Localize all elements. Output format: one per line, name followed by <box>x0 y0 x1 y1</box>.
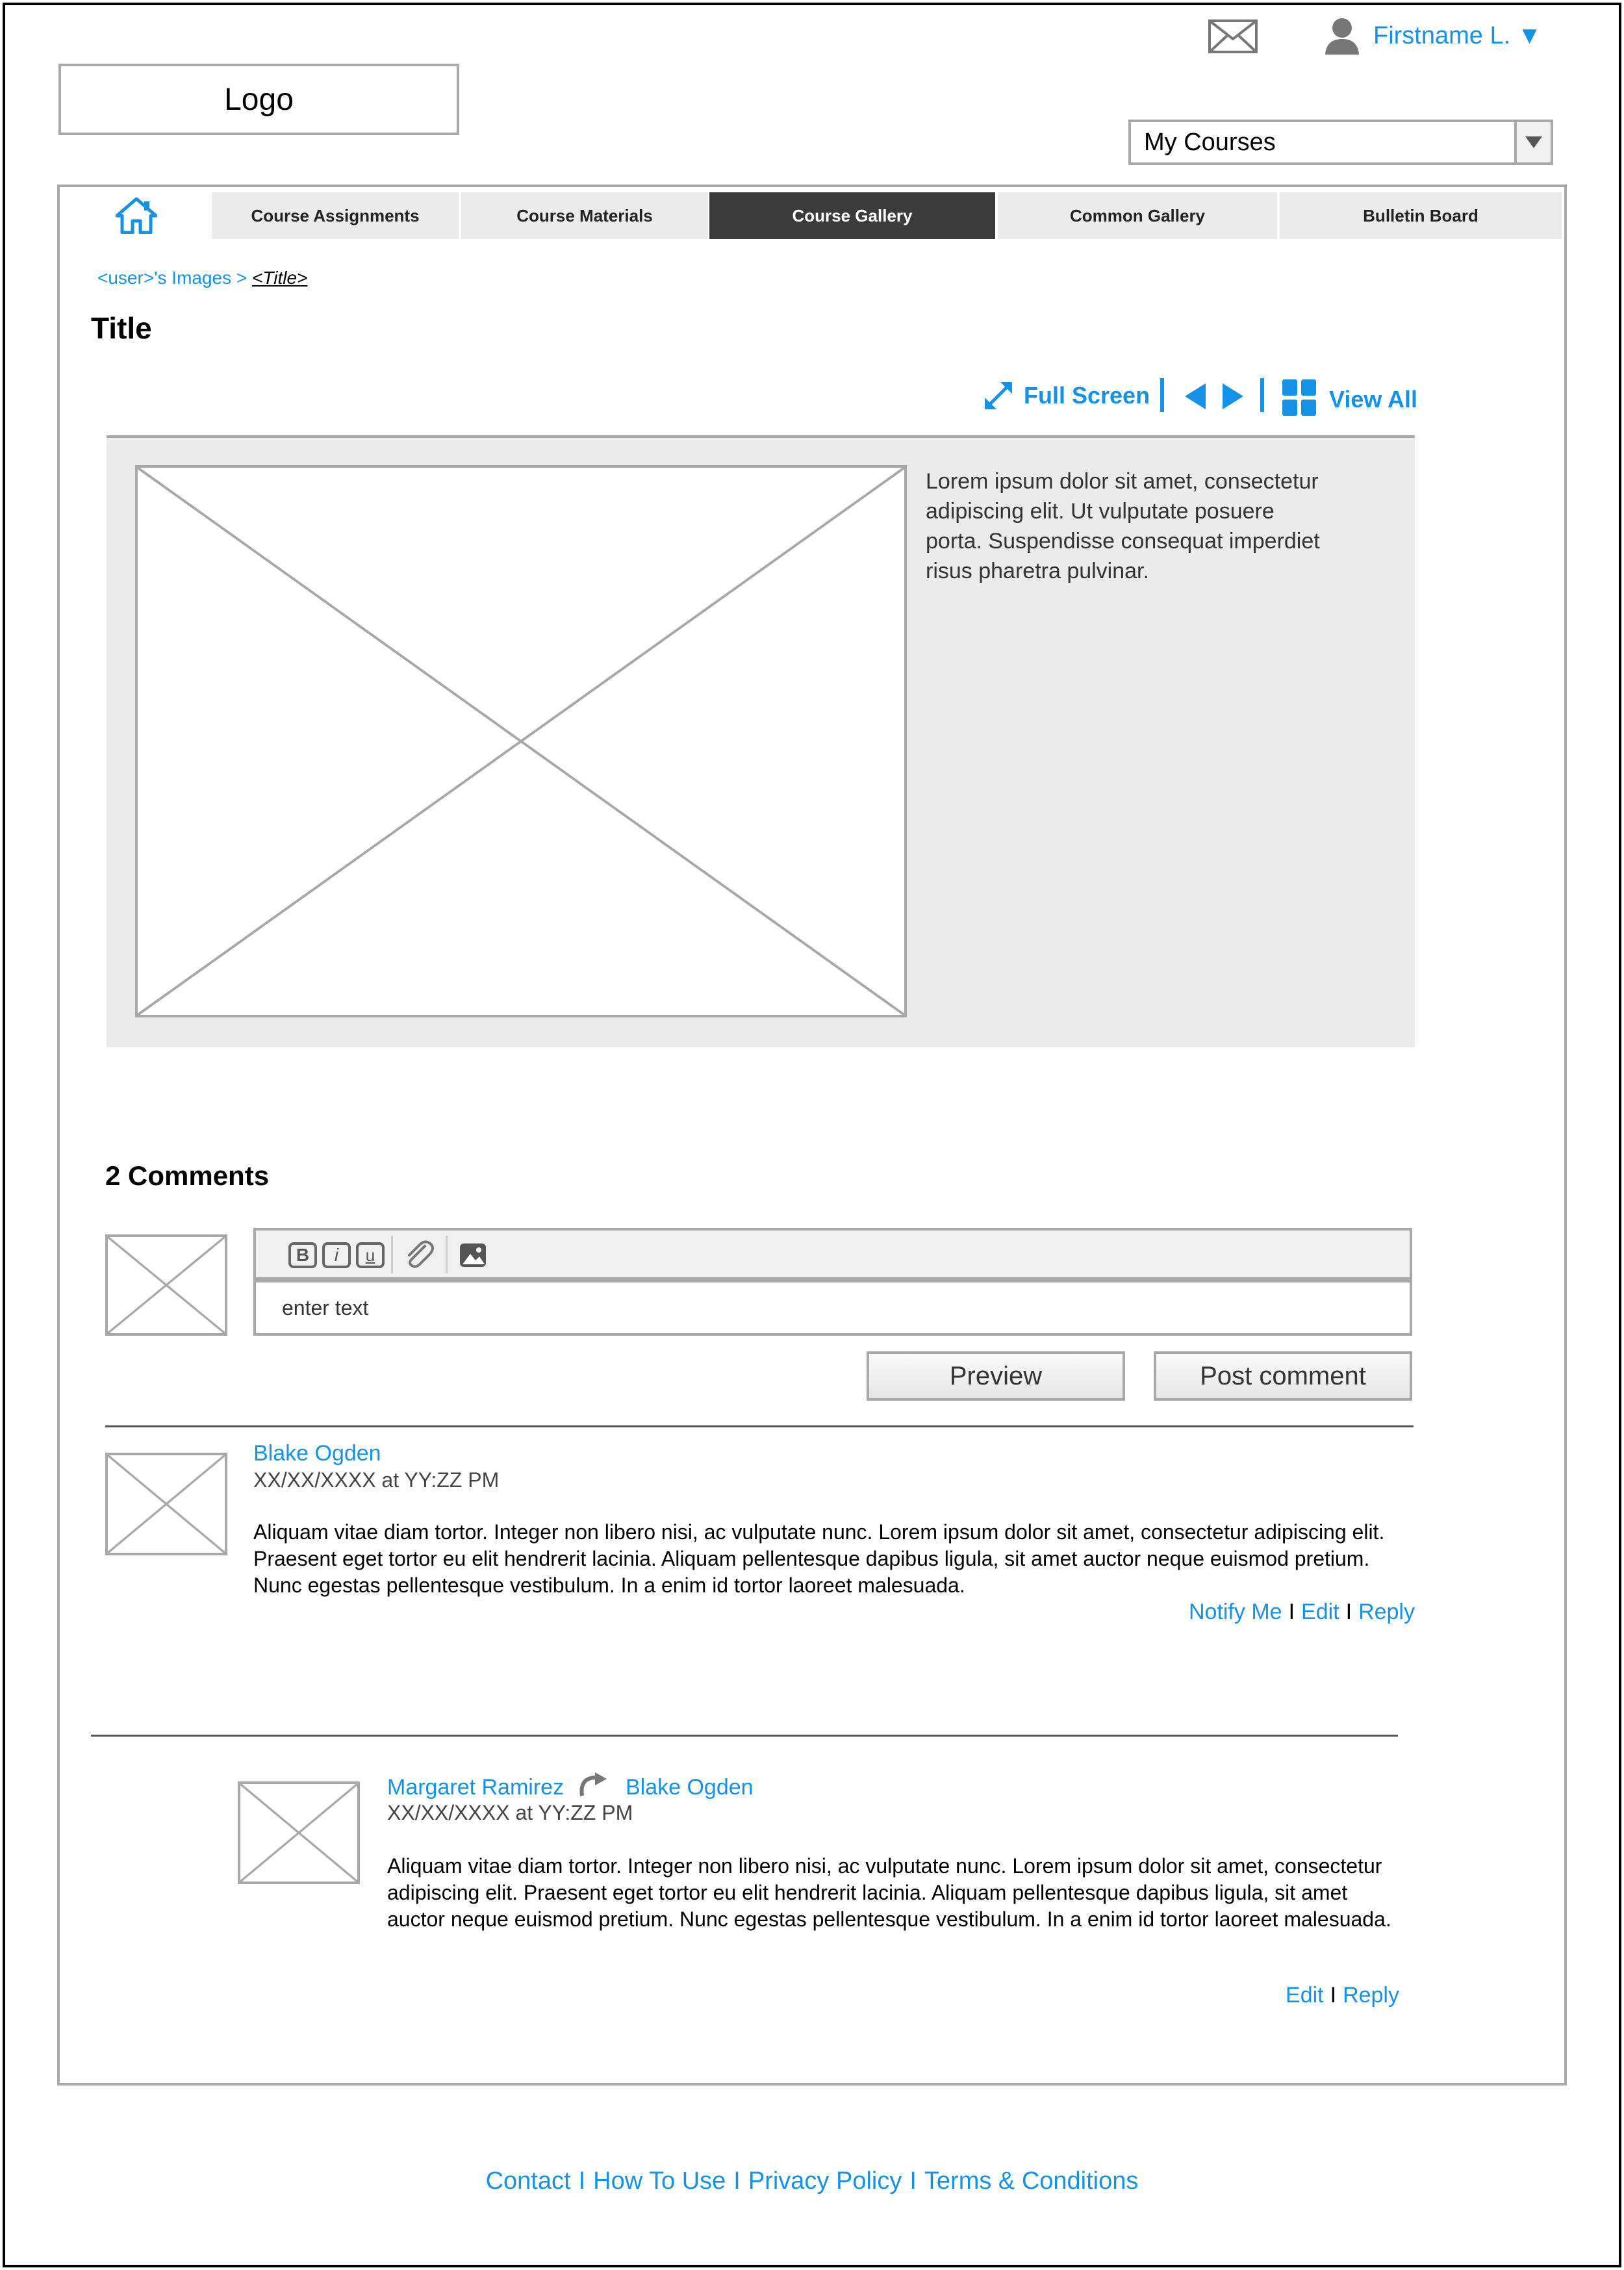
tab-bulletin-board[interactable]: Bulletin Board <box>1280 192 1562 239</box>
home-icon <box>116 198 157 234</box>
tab-course-materials[interactable]: Course Materials <box>461 192 708 239</box>
reply-link[interactable]: Reply <box>1343 1983 1399 2008</box>
footer-separator: I <box>909 2167 917 2195</box>
tab-course-gallery[interactable]: Course Gallery <box>709 192 995 239</box>
tab-course-assignments[interactable]: Course Assignments <box>212 192 459 239</box>
action-separator: I <box>1288 1600 1295 1624</box>
reply-to-author[interactable]: Blake Ogden <box>625 1775 754 1800</box>
image-icon[interactable] <box>459 1242 487 1268</box>
comment-author-line <box>387 1772 754 1804</box>
comment-author[interactable]: Blake Ogden <box>253 1441 381 1466</box>
logo-text: Logo <box>224 82 294 117</box>
toolbar-divider <box>1260 378 1264 412</box>
previous-icon[interactable] <box>1184 382 1207 411</box>
toolbar-divider <box>391 1236 393 1273</box>
underline-icon[interactable]: u <box>356 1242 385 1268</box>
avatar <box>105 1453 227 1555</box>
action-separator: I <box>1330 1983 1337 2008</box>
notify-me-link[interactable]: Notify Me <box>1188 1600 1282 1624</box>
comment-input[interactable]: enter text <box>253 1280 1412 1336</box>
footer-separator: I <box>733 2167 741 2195</box>
comment-date: XX/XX/XXXX at YY:ZZ PM <box>253 1468 500 1492</box>
full-screen-link[interactable]: Full Screen <box>1024 382 1150 409</box>
post-comment-button[interactable]: Post comment <box>1154 1351 1412 1401</box>
home-tab[interactable] <box>104 192 169 239</box>
footer-links <box>0 2167 1624 2195</box>
comment-author[interactable]: Margaret Ramirez <box>387 1775 565 1800</box>
tab-common-gallery[interactable]: Common Gallery <box>998 192 1277 239</box>
comment-text: Aliquam vitae diam tortor. Integer non libero nisi, ac vulputate nunc. Lorem ipsum dolor sit amet, consectetur adipiscing elit. Praesent eget tortor eu elit hendrerit lacinia. Aliquam pellentesque dapibus ligula, sit amet auctor neque euismod pretium. Nunc egestas pellentesque vestibulum. In a enim id tortor laoreet malesuada. <box>387 1854 1391 1931</box>
italic-icon[interactable]: i <box>322 1242 351 1268</box>
grid-icon[interactable] <box>1282 379 1316 416</box>
footer-link-privacy-policy[interactable]: Privacy Policy <box>748 2167 902 2195</box>
breadcrumb-current[interactable]: <Title> <box>252 268 308 288</box>
chevron-down-icon[interactable] <box>1514 122 1551 162</box>
expand-icon[interactable] <box>982 379 1015 412</box>
footer-separator: I <box>578 2167 586 2195</box>
action-separator: I <box>1345 1600 1352 1624</box>
logo[interactable] <box>58 64 459 135</box>
avatar <box>238 1781 360 1884</box>
course-select-value: My Courses <box>1144 128 1276 156</box>
comment-actions <box>1189 1600 1415 1625</box>
breadcrumb <box>97 268 307 288</box>
edit-link[interactable]: Edit <box>1301 1600 1339 1624</box>
attach-icon[interactable] <box>403 1240 435 1271</box>
comment-actions <box>1286 1983 1399 2008</box>
avatar <box>105 1234 227 1336</box>
image-placeholder[interactable] <box>135 465 907 1017</box>
mail-icon[interactable] <box>1208 19 1258 53</box>
breadcrumb-parent[interactable]: <user>'s Images <box>97 268 232 288</box>
user-avatar-icon[interactable] <box>1324 17 1360 55</box>
breadcrumb-separator: > <box>236 268 247 288</box>
comment-date: XX/XX/XXXX at YY:ZZ PM <box>387 1801 633 1824</box>
reply-arrow-icon <box>577 1772 611 1804</box>
footer-link-how-to-use[interactable]: How To Use <box>593 2167 726 2195</box>
image-description: Lorem ipsum dolor sit amet, consectetur adipiscing elit. Ut vulputate posuere porta. Suspendisse consequat imperdiet risus pharetra pulvinar. <box>926 469 1320 583</box>
preview-button[interactable]: Preview <box>867 1351 1125 1401</box>
toolbar-divider <box>446 1236 448 1273</box>
course-select[interactable] <box>1128 120 1553 165</box>
user-menu[interactable]: Firstname L. ▼ <box>1373 22 1542 49</box>
comments-heading: 2 Comments <box>105 1160 270 1191</box>
comment-text: Aliquam vitae diam tortor. Integer non libero nisi, ac vulputate nunc. Lorem ipsum dolor sit amet, consectetur adipiscing elit. Praesent eget tortor eu elit hendrerit lacinia. Aliquam pellentesque dapibus ligula, sit amet auctor neque euismod pretium. Nunc egestas pellentesque vestibulum. In a enim id tortor laoreet malesuada. <box>253 1520 1385 1597</box>
toolbar-divider <box>1160 378 1164 412</box>
divider <box>105 1425 1414 1427</box>
reply-link[interactable]: Reply <box>1358 1600 1415 1624</box>
footer-link-contact[interactable]: Contact <box>485 2167 571 2195</box>
footer-link-terms[interactable]: Terms & Conditions <box>924 2167 1139 2195</box>
bold-icon[interactable]: B <box>288 1242 317 1268</box>
next-icon[interactable] <box>1221 382 1245 411</box>
edit-link[interactable]: Edit <box>1286 1983 1324 2008</box>
view-all-link[interactable]: View All <box>1329 386 1418 413</box>
page-title: Title <box>91 311 152 345</box>
editor-toolbar <box>253 1228 1412 1280</box>
divider <box>91 1735 1398 1737</box>
